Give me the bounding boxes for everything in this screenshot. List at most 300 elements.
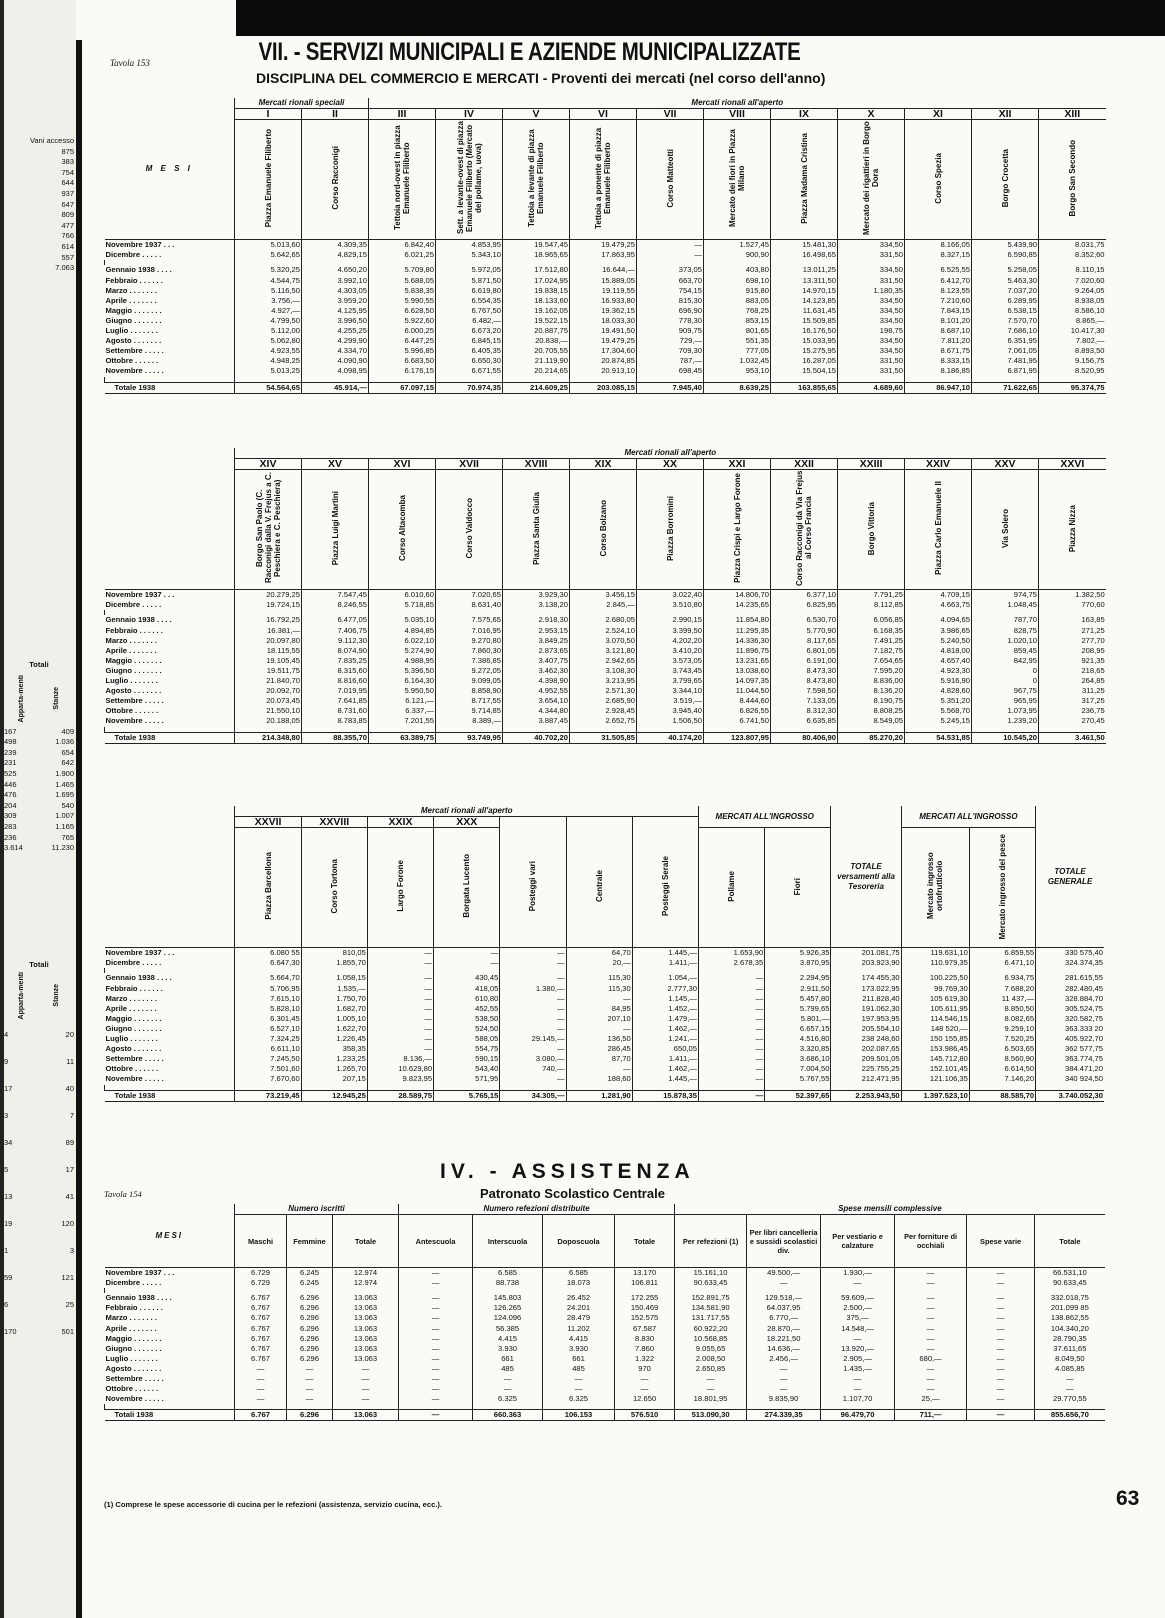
total-label: Totale 1938 xyxy=(105,732,235,743)
total-cell: 214.609,25 xyxy=(503,382,570,393)
stub-cell: 89 xyxy=(65,1137,74,1147)
stub-cell: 446 xyxy=(4,779,17,789)
value-cell: 8.190,75 xyxy=(838,696,905,706)
stub-cell: 204 xyxy=(4,800,17,810)
value-cell: 1.622,70 xyxy=(301,1024,367,1034)
stub-row xyxy=(4,833,74,844)
value-cell: 7.615,10 xyxy=(235,994,301,1004)
stub-cell: 498 xyxy=(4,737,17,747)
stub-cell: 13 xyxy=(4,1191,13,1201)
value-cell: 150 155,85 xyxy=(901,1034,969,1044)
value-cell: 3.996,50 xyxy=(302,316,369,326)
market-column-header xyxy=(301,828,367,948)
value-cell: 680,— xyxy=(895,1354,967,1364)
value-cell: 5.828,10 xyxy=(235,1004,301,1014)
stub-cell: 167 xyxy=(4,726,17,736)
market-name: Piazza Nizza xyxy=(1067,504,1077,552)
market-column-header xyxy=(704,470,771,590)
value-cell: 9.112,30 xyxy=(302,636,369,646)
value-cell: — xyxy=(367,958,433,968)
value-cell: 12.974 xyxy=(333,1278,399,1288)
total-cell: 274.339,35 xyxy=(747,1410,821,1421)
value-cell: 709,30 xyxy=(637,346,704,356)
stub-cell: 1 xyxy=(4,1245,9,1255)
value-cell: 105 619,30 xyxy=(901,994,969,1004)
value-cell: 6.296 xyxy=(287,1303,333,1313)
value-cell: 6.351,95 xyxy=(972,336,1039,346)
stub-cell: 501 xyxy=(61,1326,74,1336)
value-cell: 17.512,80 xyxy=(503,265,570,275)
value-cell: 3.213,95 xyxy=(570,676,637,686)
market-column-header xyxy=(771,470,838,590)
stub-cell: 34 xyxy=(4,1137,13,1147)
value-cell: 6.176,15 xyxy=(369,366,436,376)
value-cell: 4.927,— xyxy=(235,306,302,316)
value-cell: — xyxy=(967,1334,1035,1344)
value-cell: — xyxy=(698,1024,764,1034)
ingrosso-header: MERCATI ALL'INGROSSO xyxy=(698,806,830,828)
value-cell: — xyxy=(747,1384,821,1394)
market-column-header xyxy=(235,120,302,240)
table-row xyxy=(105,276,1106,286)
value-cell: 105.611,95 xyxy=(901,1004,969,1014)
stub-cell: 17 xyxy=(4,1083,13,1093)
value-cell: 152.891,75 xyxy=(675,1293,747,1303)
value-cell: 19.724,15 xyxy=(235,600,302,610)
value-cell: 3.654,10 xyxy=(503,696,570,706)
value-cell: 921,35 xyxy=(1039,656,1106,666)
stub-cell: 476 xyxy=(4,790,17,800)
value-cell: 6.585 xyxy=(473,1268,543,1279)
value-cell: 8.473,30 xyxy=(771,666,838,676)
value-cell: 4.125,95 xyxy=(302,306,369,316)
value-cell: 7.016,95 xyxy=(436,626,503,636)
value-cell: — xyxy=(399,1344,473,1354)
value-cell: 6.191,00 xyxy=(771,656,838,666)
value-cell: — xyxy=(895,1334,967,1344)
value-cell: 21.840,70 xyxy=(235,676,302,686)
value-cell: 29.145,— xyxy=(500,1034,566,1044)
stub-cell: 1.695 xyxy=(55,790,74,800)
market-number: XII xyxy=(972,109,1039,120)
value-cell: — xyxy=(235,1394,287,1404)
value-cell: 3.462,30 xyxy=(503,666,570,676)
value-cell: 14.097,35 xyxy=(704,676,771,686)
value-cell: — xyxy=(821,1278,895,1288)
month-label: Aprile . . . . . . . xyxy=(105,1003,157,1013)
value-cell: 15.161,10 xyxy=(675,1268,747,1279)
value-cell: 37.611,65 xyxy=(1035,1344,1105,1354)
scan-top-bar xyxy=(236,0,1165,36)
value-cell: 8.049,50 xyxy=(1035,1354,1105,1364)
value-cell: 7.182,75 xyxy=(838,646,905,656)
assistenza-title: IV. - ASSISTENZA xyxy=(440,1160,695,1183)
value-cell: 8.473,80 xyxy=(771,676,838,686)
value-cell: 8.836,00 xyxy=(838,676,905,686)
value-cell: 6.619,80 xyxy=(436,286,503,296)
value-cell: 5.801,— xyxy=(765,1014,831,1024)
value-cell: — xyxy=(698,1064,764,1074)
value-cell: 8.893,50 xyxy=(1039,346,1106,356)
ingrosso2-name: Mercato ingrosso ortofrutticolo xyxy=(926,852,945,920)
value-cell: 7.481,95 xyxy=(972,356,1039,366)
total-cell: — xyxy=(698,1090,764,1101)
table-row xyxy=(105,1374,1105,1384)
value-cell: 1.855,70 xyxy=(301,958,367,968)
value-cell: 7.133,05 xyxy=(771,696,838,706)
value-cell: 8.731,60 xyxy=(302,706,369,716)
stub-row xyxy=(4,727,74,738)
value-cell: 7.860,30 xyxy=(436,646,503,656)
value-cell: 211.828,40 xyxy=(831,994,901,1004)
value-cell: 6.826,55 xyxy=(704,706,771,716)
ingrosso-name: Pollame xyxy=(727,870,737,902)
value-cell: 20.913,10 xyxy=(570,366,637,376)
value-cell: 8.352,60 xyxy=(1039,250,1106,260)
value-cell: 8.110,15 xyxy=(1039,265,1106,275)
value-cell: 3.407,75 xyxy=(503,656,570,666)
value-cell: — xyxy=(473,1384,543,1394)
month-label: Novembre . . . . . xyxy=(105,1394,164,1404)
value-cell: — xyxy=(967,1324,1035,1334)
value-cell: 5.996,85 xyxy=(369,346,436,356)
total-cell: 163.855,65 xyxy=(771,382,838,393)
value-cell: 7.386,85 xyxy=(436,656,503,666)
value-cell: 1.073,95 xyxy=(972,706,1039,716)
value-cell: — xyxy=(500,1024,566,1034)
market-name: Piazza Carlo Emanuele II xyxy=(933,481,943,576)
left-stub-top xyxy=(4,136,74,274)
month-label: Novembre 1937 . . . xyxy=(105,1268,175,1278)
value-cell: 9.264,05 xyxy=(1039,286,1106,296)
value-cell: 5.463,30 xyxy=(972,276,1039,286)
value-cell: — xyxy=(434,958,500,968)
value-cell: 1.462,— xyxy=(632,1024,698,1034)
total-cell: 3.461,50 xyxy=(1039,732,1106,743)
value-cell: 5.838,35 xyxy=(369,286,436,296)
value-cell: 14.548,— xyxy=(821,1324,895,1334)
stub-cell: 5 xyxy=(4,1164,9,1174)
value-cell: 452,55 xyxy=(434,1004,500,1014)
value-cell: — xyxy=(235,1374,287,1384)
value-cell: 1.233,25 xyxy=(301,1054,367,1064)
group-aperto-2: Mercati rionali all'aperto xyxy=(235,448,1106,459)
value-cell: 218,65 xyxy=(1039,666,1106,676)
value-cell: 13.063 xyxy=(333,1303,399,1313)
value-cell: 11.295,35 xyxy=(704,626,771,636)
value-cell: 305.524,75 xyxy=(1036,1004,1104,1014)
stub-cell: 59 xyxy=(4,1272,13,1282)
value-cell: 8.082,65 xyxy=(969,1014,1035,1024)
value-cell: 7.491,25 xyxy=(838,636,905,646)
value-cell: 13.063 xyxy=(333,1334,399,1344)
value-cell: 4.799,50 xyxy=(235,316,302,326)
value-cell: 6.635,85 xyxy=(771,716,838,726)
value-cell: 2.678,35 xyxy=(698,958,764,968)
value-cell: — xyxy=(967,1268,1035,1279)
value-cell: 271,25 xyxy=(1039,626,1106,636)
value-cell: 2.456,— xyxy=(747,1354,821,1364)
value-cell: 1.452,— xyxy=(632,1004,698,1014)
value-cell: — xyxy=(895,1374,967,1384)
stub-cell: 17 xyxy=(65,1164,74,1174)
value-cell: 3.945,40 xyxy=(637,706,704,716)
table-row xyxy=(105,265,1106,275)
value-cell: 538,50 xyxy=(434,1014,500,1024)
stub-cell: 7 xyxy=(69,1110,74,1120)
value-cell: 15.504,15 xyxy=(771,366,838,376)
value-cell: 7.641,85 xyxy=(302,696,369,706)
value-cell: 7.324,25 xyxy=(235,1034,301,1044)
value-cell: 5.706,95 xyxy=(235,984,301,994)
stub-cell: 40 xyxy=(65,1083,74,1093)
stub-cell: 11.230 xyxy=(51,843,74,853)
value-cell: — xyxy=(967,1354,1035,1364)
market-number: VI xyxy=(570,109,637,120)
month-label: Marzo . . . . . . . xyxy=(105,285,157,295)
value-cell: 8.865,— xyxy=(1039,316,1106,326)
month-label: Gennaio 1938 . . . . xyxy=(105,973,172,983)
value-cell: 11.044,50 xyxy=(704,686,771,696)
tavola-label: Tavola 153 xyxy=(110,58,150,68)
value-cell: — xyxy=(399,1364,473,1374)
market-number: I xyxy=(235,109,302,120)
group-refezioni: Numero refezioni distribuite xyxy=(399,1204,675,1215)
table-row xyxy=(105,1364,1105,1374)
value-cell: — xyxy=(543,1374,615,1384)
table-row xyxy=(105,286,1106,296)
value-cell: 551,35 xyxy=(704,336,771,346)
value-cell: 1.535,— xyxy=(301,984,367,994)
stub-row xyxy=(4,811,74,822)
value-cell: 19.838,15 xyxy=(503,286,570,296)
value-cell: — xyxy=(367,984,433,994)
value-cell: 0 xyxy=(972,666,1039,676)
value-cell: — xyxy=(500,1044,566,1054)
assistenza-subtitle: Patronato Scolastico Centrale xyxy=(480,1186,665,1201)
left-stub-bottom xyxy=(4,960,74,1345)
spacer-cell xyxy=(105,470,235,590)
value-cell: 9.259,10 xyxy=(969,1024,1035,1034)
value-cell: 15.481,30 xyxy=(771,240,838,251)
value-cell: 8.333,15 xyxy=(905,356,972,366)
value-cell: 8.938,05 xyxy=(1039,296,1106,306)
value-cell: 8.687,10 xyxy=(905,326,972,336)
value-cell: — xyxy=(698,1044,764,1054)
value-cell: 6.683,50 xyxy=(369,356,436,366)
value-cell: 4.818,00 xyxy=(905,646,972,656)
value-cell: 1.032,45 xyxy=(704,356,771,366)
value-cell: 6.168,35 xyxy=(838,626,905,636)
value-cell: 5.799,65 xyxy=(765,1004,831,1014)
value-cell: 18.033,30 xyxy=(570,316,637,326)
value-cell: 5.664,70 xyxy=(235,973,301,983)
value-cell: 1.527,45 xyxy=(704,240,771,251)
assistenza-column-header: Totale xyxy=(1035,1215,1105,1268)
month-label: Novembre 1937 . . . xyxy=(105,240,175,250)
value-cell: 7.575,65 xyxy=(436,615,503,625)
value-cell: 281.615,55 xyxy=(1036,973,1104,983)
value-cell: — xyxy=(895,1303,967,1313)
value-cell: — xyxy=(367,1004,433,1014)
value-cell: 4.544,75 xyxy=(235,276,302,286)
value-cell: 6.767 xyxy=(235,1293,287,1303)
assistenza-column-header: Totale xyxy=(615,1215,675,1268)
value-cell: — xyxy=(698,1004,764,1014)
value-cell: 328.884,70 xyxy=(1036,994,1104,1004)
value-cell: 3.986,65 xyxy=(905,626,972,636)
value-cell: 6.482,— xyxy=(436,316,503,326)
value-cell: 5.642,65 xyxy=(235,250,302,260)
value-cell: — xyxy=(333,1374,399,1384)
stub-cell: 409 xyxy=(61,726,74,736)
table-row xyxy=(105,1313,1105,1323)
value-cell: 19.479,25 xyxy=(570,336,637,346)
value-cell: 4.663,75 xyxy=(905,600,972,610)
total-cell: 86.947,10 xyxy=(905,382,972,393)
value-cell: 114.546,15 xyxy=(901,1014,969,1024)
market-name: Borgata Lucento xyxy=(462,854,472,918)
value-cell: 363.333 20 xyxy=(1036,1024,1104,1034)
value-cell: — xyxy=(747,1364,821,1374)
value-cell: 208,95 xyxy=(1039,646,1106,656)
stub-cell: 654 xyxy=(61,747,74,757)
value-cell: 16.381,— xyxy=(235,626,302,636)
value-cell: 9.714,85 xyxy=(436,706,503,716)
month-label: Maggio . . . . . . . xyxy=(105,1333,162,1343)
table-row xyxy=(105,306,1106,316)
value-cell: 6.767 xyxy=(235,1354,287,1364)
market-number: XXIV xyxy=(905,459,972,470)
value-cell: — xyxy=(367,994,433,1004)
total-cell: 96.479,70 xyxy=(821,1410,895,1421)
market-number: X xyxy=(838,109,905,120)
value-cell: 485 xyxy=(543,1364,615,1374)
markets-table-2 xyxy=(104,448,1106,744)
value-cell: 13.063 xyxy=(333,1313,399,1323)
value-cell: 28.870,— xyxy=(747,1324,821,1334)
value-cell: 152.575 xyxy=(615,1313,675,1323)
value-cell: 815,30 xyxy=(637,296,704,306)
value-cell: 1.058,15 xyxy=(301,973,367,983)
value-cell: 524,50 xyxy=(434,1024,500,1034)
table-row xyxy=(105,336,1106,346)
value-cell: 900,90 xyxy=(704,250,771,260)
market-column-header xyxy=(503,470,570,590)
value-cell: 5.013,25 xyxy=(235,366,302,376)
market-name: Corso Spezia xyxy=(933,152,943,204)
market-number: XX xyxy=(637,459,704,470)
table-row xyxy=(105,366,1106,376)
value-cell: 87,70 xyxy=(566,1054,632,1064)
stub-row xyxy=(4,1264,74,1291)
value-cell: 64,70 xyxy=(566,948,632,959)
table-row xyxy=(105,984,1105,994)
value-cell: 3.410,20 xyxy=(637,646,704,656)
value-cell: 8.112,85 xyxy=(838,600,905,610)
table-row xyxy=(105,1278,1105,1288)
value-cell: — xyxy=(566,1064,632,1074)
value-cell: — xyxy=(895,1344,967,1354)
value-cell: 207,15 xyxy=(301,1074,367,1084)
value-cell: 13.038,60 xyxy=(704,666,771,676)
market-column-header xyxy=(369,120,436,240)
value-cell: 5.916,90 xyxy=(905,676,972,686)
month-label: Agosto . . . . . . . xyxy=(105,1363,162,1373)
value-cell: 2.942,65 xyxy=(570,656,637,666)
stub-heading: Totali xyxy=(29,660,49,669)
value-cell: 6.296 xyxy=(287,1293,333,1303)
value-cell: — xyxy=(698,994,764,1004)
stub-row xyxy=(4,843,74,854)
value-cell: 2.524,10 xyxy=(570,626,637,636)
assistenza-column-header: Interscuola xyxy=(473,1215,543,1268)
value-cell: — xyxy=(698,1034,764,1044)
value-cell: 201.099 85 xyxy=(1035,1303,1105,1313)
value-cell: — xyxy=(895,1313,967,1323)
table-row xyxy=(105,346,1106,356)
stub-cell: 1.900 xyxy=(55,768,74,778)
value-cell: 13.063 xyxy=(333,1354,399,1364)
value-cell: 6.325 xyxy=(473,1394,543,1404)
value-cell: 1.930,— xyxy=(821,1268,895,1279)
value-cell: — xyxy=(895,1364,967,1374)
value-cell: — xyxy=(473,1374,543,1384)
value-cell: 173.022,95 xyxy=(831,984,901,994)
value-cell: 129.518,— xyxy=(747,1293,821,1303)
month-label: Agosto . . . . . . . xyxy=(105,1044,162,1054)
value-cell: — xyxy=(967,1364,1035,1374)
table-row xyxy=(105,1074,1105,1084)
value-cell: 7.020,65 xyxy=(436,590,503,601)
value-cell: 2.650,85 xyxy=(675,1364,747,1374)
total-cell: 12.945,25 xyxy=(301,1090,367,1101)
market-name: Corso Racconigi xyxy=(330,146,340,210)
value-cell: 16.498,65 xyxy=(771,250,838,260)
market-column-header xyxy=(436,120,503,240)
month-label: Settembre . . . . . xyxy=(105,1054,164,1064)
total-cell: 40.174,20 xyxy=(637,732,704,743)
table-row xyxy=(105,716,1106,726)
value-cell: 15.509,85 xyxy=(771,316,838,326)
value-cell: 6.245 xyxy=(287,1278,333,1288)
market-name: Mercato dei rigattieri in Borgo Dora xyxy=(862,121,880,236)
value-cell: 331,50 xyxy=(838,356,905,366)
value-cell: 571,95 xyxy=(434,1074,500,1084)
value-cell: — xyxy=(367,973,433,983)
table-row xyxy=(105,626,1106,636)
value-cell: 1.322 xyxy=(615,1354,675,1364)
value-cell: 1.005,10 xyxy=(301,1014,367,1024)
table-row xyxy=(105,250,1106,260)
value-cell: 859,45 xyxy=(972,646,1039,656)
market-name: Corso Bolzano xyxy=(598,499,608,557)
value-cell: — xyxy=(967,1293,1035,1303)
market-column-header xyxy=(704,120,771,240)
value-cell: 6.080 55 xyxy=(235,948,301,959)
stub-row xyxy=(4,769,74,780)
value-cell: 610,80 xyxy=(434,994,500,1004)
value-cell: 5.439,90 xyxy=(972,240,1039,251)
value-cell: — xyxy=(821,1374,895,1384)
stub-line: 383 xyxy=(61,157,74,167)
total-cell: 6.767 xyxy=(235,1410,287,1421)
value-cell: 7.688,20 xyxy=(969,984,1035,994)
month-label: Giugno . . . . . . . xyxy=(105,665,162,675)
table-row xyxy=(105,958,1105,968)
market-column-header xyxy=(637,470,704,590)
value-cell: 8.586,10 xyxy=(1039,306,1106,316)
